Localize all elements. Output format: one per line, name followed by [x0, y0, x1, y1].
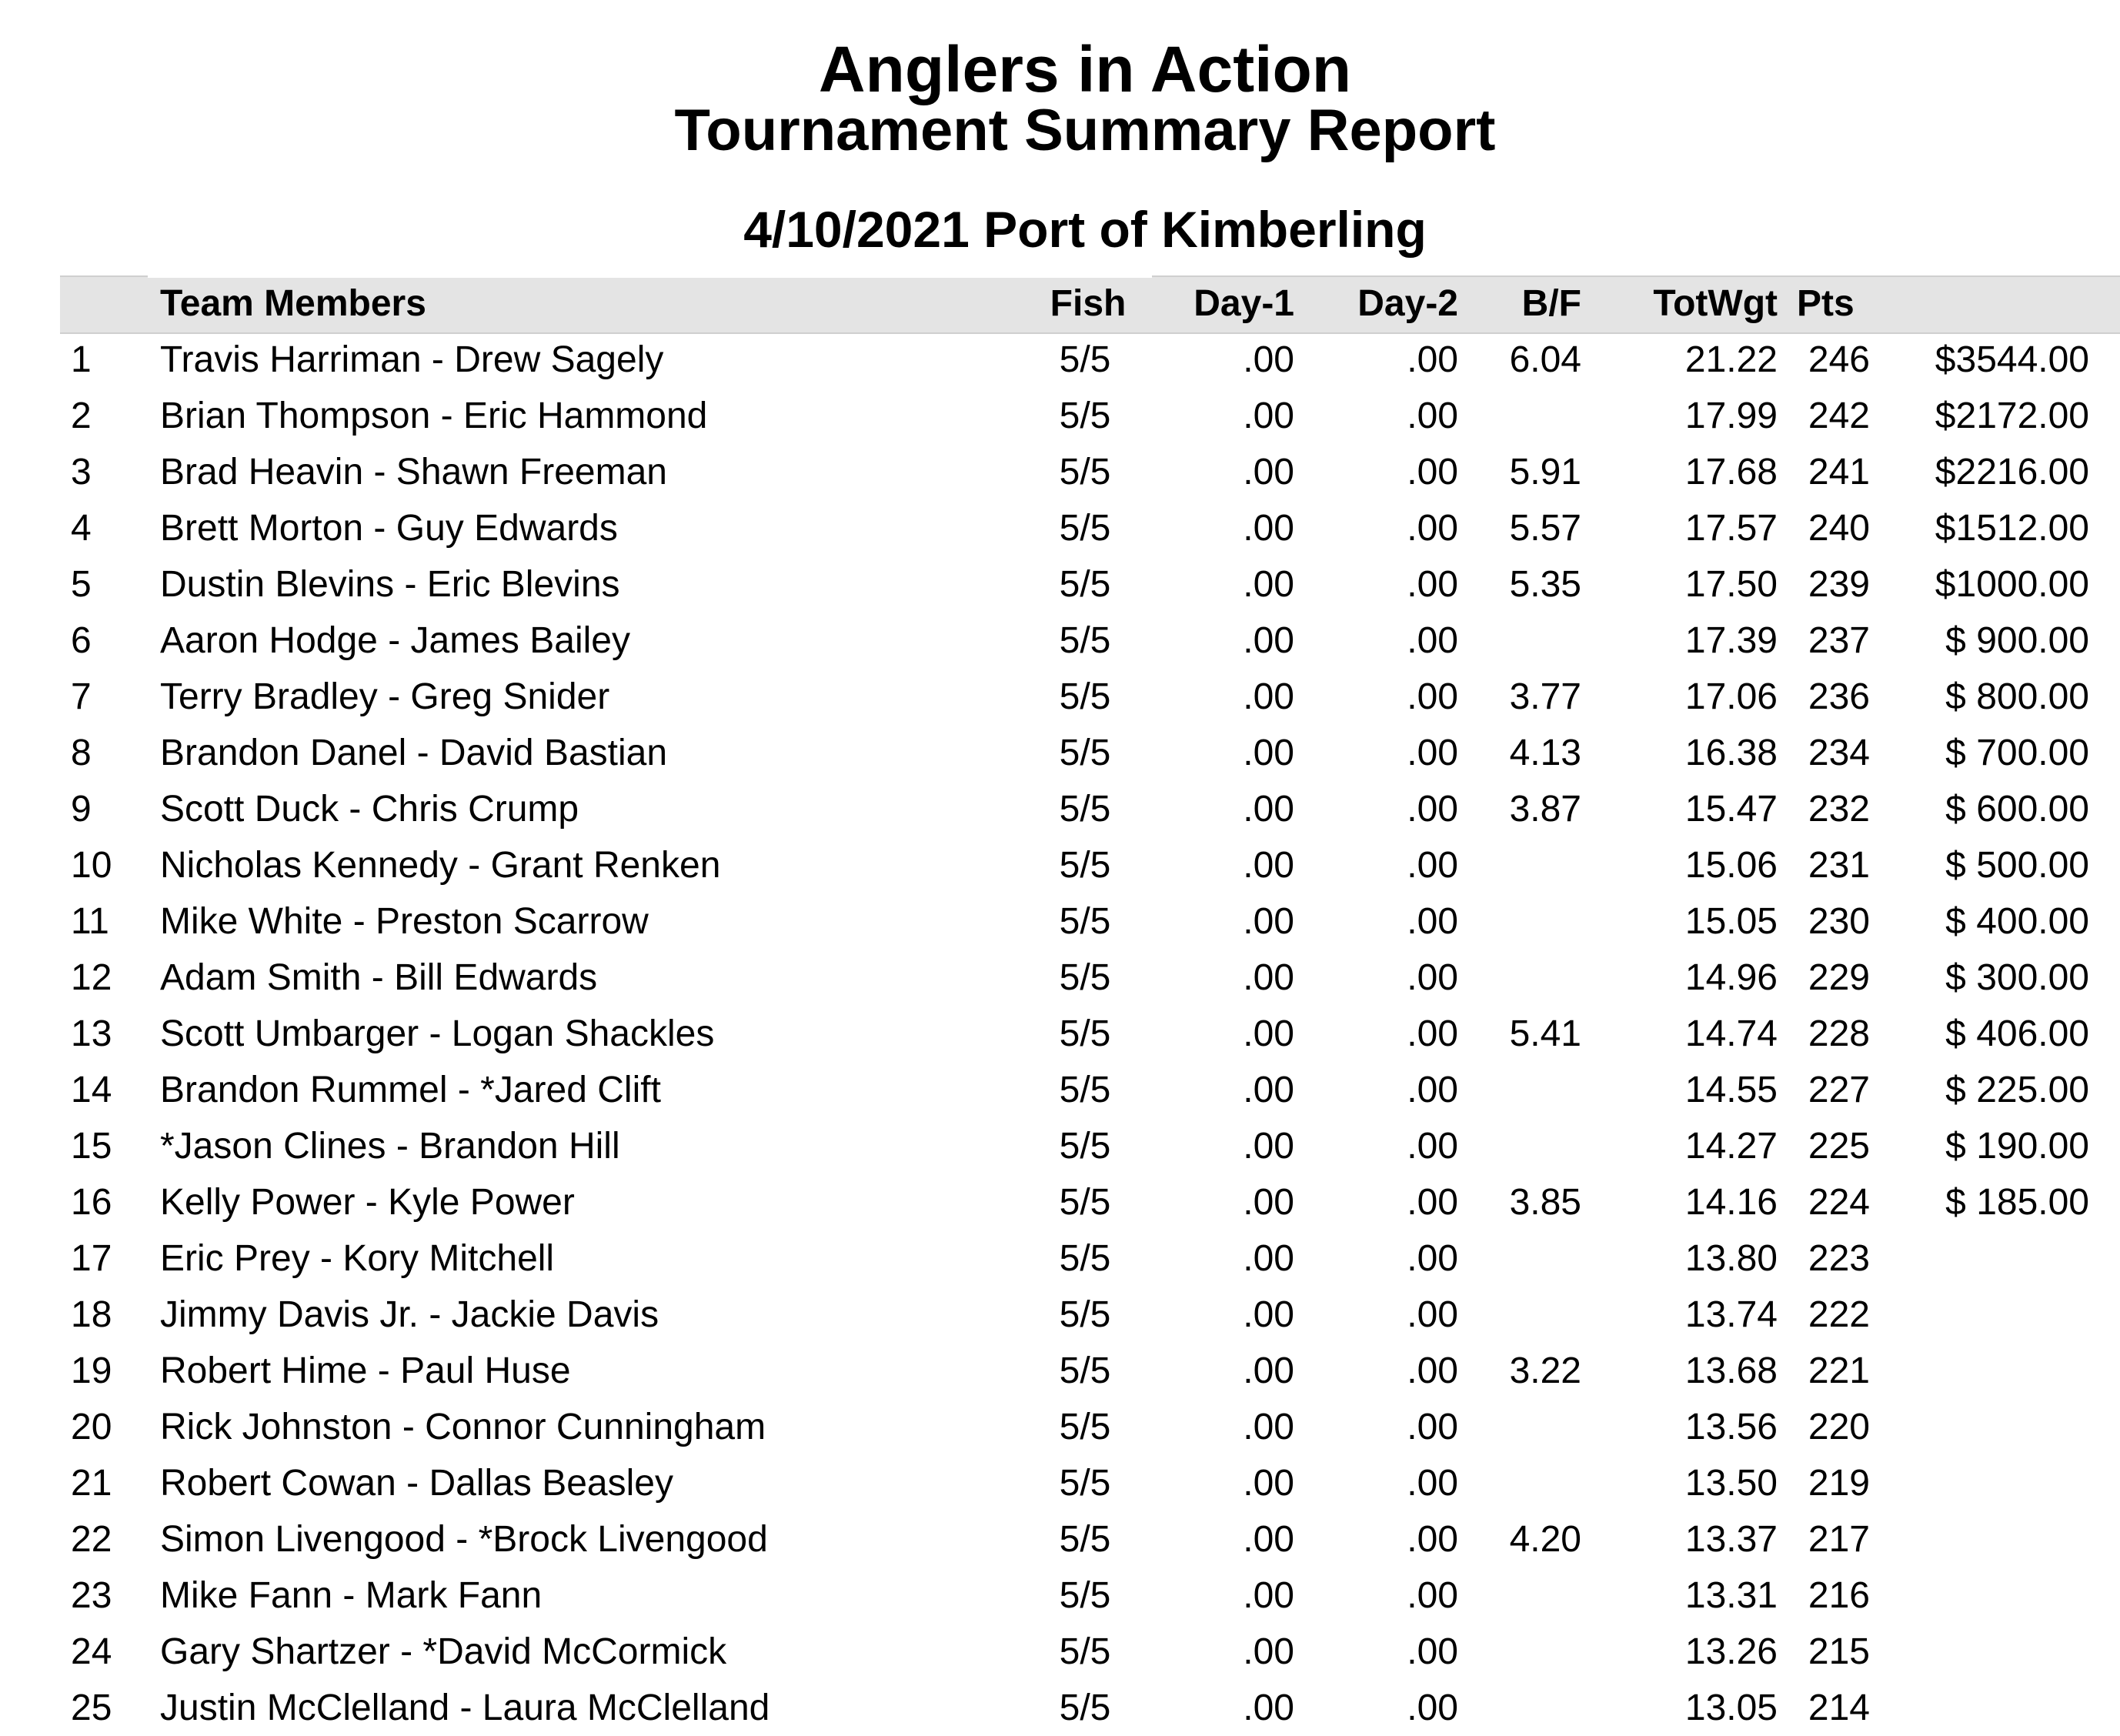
table-row: [0, 950, 2120, 1006]
column-header-day1: Day-1: [1194, 283, 1294, 324]
fish-cell: 5/5: [1059, 396, 1111, 436]
team-members-cell: Dustin Blevins - Eric Blevins: [160, 564, 620, 605]
prize-cell: [1878, 1681, 2089, 1736]
total-weight-cell: 21.22: [1684, 339, 1778, 380]
day1-cell: .00: [1243, 1182, 1294, 1223]
position-cell: 23: [71, 1575, 112, 1616]
day1-cell: .00: [1243, 733, 1294, 773]
points-cell: 229: [1808, 957, 1870, 998]
team-members-cell: Scott Duck - Chris Crump: [160, 789, 579, 830]
total-weight-cell: 17.39: [1684, 620, 1778, 661]
prize-cell: $2172.00: [1935, 396, 2089, 436]
table-row: [0, 445, 2120, 500]
team-members-cell: Brian Thompson - Eric Hammond: [160, 396, 708, 436]
table-row: [0, 1624, 2120, 1680]
prize-cell: [1878, 1400, 2089, 1455]
column-header-day2: Day-2: [1357, 283, 1458, 324]
big-fish-cell: [1462, 1287, 1581, 1343]
fish-cell: 5/5: [1059, 1013, 1111, 1054]
table-row: [0, 1568, 2120, 1624]
day2-cell: .00: [1407, 1126, 1458, 1167]
position-cell: 5: [71, 564, 92, 605]
big-fish-cell: 4.20: [1509, 1519, 1581, 1560]
table-row: [0, 894, 2120, 950]
prize-cell: $1512.00: [1935, 508, 2089, 549]
day2-cell: .00: [1407, 1238, 1458, 1279]
big-fish-cell: [1462, 613, 1581, 669]
report-subtitle: Tournament Summary Report: [674, 98, 1496, 163]
total-weight-cell: 15.06: [1684, 845, 1778, 886]
day2-cell: .00: [1407, 1688, 1458, 1728]
prize-cell: [1878, 1344, 2089, 1399]
day2-cell: .00: [1407, 1519, 1458, 1560]
prize-cell: $ 300.00: [1945, 957, 2089, 998]
day1-cell: .00: [1243, 564, 1294, 605]
team-members-cell: Mike Fann - Mark Fann: [160, 1575, 543, 1616]
points-cell: 246: [1808, 339, 1870, 380]
big-fish-cell: 5.41: [1509, 1013, 1581, 1054]
day1-cell: .00: [1243, 396, 1294, 436]
team-members-cell: Scott Umbarger - Logan Shackles: [160, 1013, 715, 1054]
fish-cell: 5/5: [1059, 1182, 1111, 1223]
prize-cell: $1000.00: [1935, 564, 2089, 605]
position-cell: 25: [71, 1688, 112, 1728]
day2-cell: .00: [1407, 564, 1458, 605]
table-row: [0, 1231, 2120, 1287]
fish-cell: 5/5: [1059, 1519, 1111, 1560]
total-weight-cell: 13.80: [1684, 1238, 1778, 1279]
total-weight-cell: 13.56: [1684, 1407, 1778, 1447]
day2-cell: .00: [1407, 789, 1458, 830]
prize-cell: [1878, 1231, 2089, 1287]
big-fish-cell: [1462, 1624, 1581, 1680]
day1-cell: .00: [1243, 1013, 1294, 1054]
total-weight-cell: 13.68: [1684, 1350, 1778, 1391]
total-weight-cell: 14.27: [1684, 1126, 1778, 1167]
points-cell: 216: [1808, 1575, 1870, 1616]
day2-cell: .00: [1407, 1407, 1458, 1447]
fish-cell: 5/5: [1059, 957, 1111, 998]
fish-cell: 5/5: [1059, 1463, 1111, 1504]
fish-cell: 5/5: [1059, 452, 1111, 492]
prize-cell: $ 500.00: [1945, 845, 2089, 886]
total-weight-cell: 13.05: [1684, 1688, 1778, 1728]
fish-cell: 5/5: [1059, 1575, 1111, 1616]
points-cell: 224: [1808, 1182, 1870, 1223]
points-cell: 225: [1808, 1126, 1870, 1167]
position-cell: 8: [71, 733, 92, 773]
day1-cell: .00: [1243, 1070, 1294, 1110]
day1-cell: .00: [1243, 789, 1294, 830]
big-fish-cell: [1462, 1456, 1581, 1511]
position-cell: 20: [71, 1407, 112, 1447]
fish-cell: 5/5: [1059, 339, 1111, 380]
fish-cell: 5/5: [1059, 1070, 1111, 1110]
prize-cell: $ 185.00: [1945, 1182, 2089, 1223]
big-fish-cell: 4.13: [1509, 733, 1581, 773]
day1-cell: .00: [1243, 508, 1294, 549]
fish-cell: 5/5: [1059, 789, 1111, 830]
big-fish-cell: 6.04: [1509, 339, 1581, 380]
prize-cell: $3544.00: [1935, 339, 2089, 380]
big-fish-cell: [1462, 838, 1581, 893]
prize-cell: $ 406.00: [1945, 1013, 2089, 1054]
team-members-cell: Kelly Power - Kyle Power: [160, 1182, 575, 1223]
position-cell: 22: [71, 1519, 112, 1560]
fish-cell: 5/5: [1059, 733, 1111, 773]
points-cell: 230: [1808, 901, 1870, 942]
day1-cell: .00: [1243, 957, 1294, 998]
table-row: [0, 1456, 2120, 1511]
fish-cell: 5/5: [1059, 1238, 1111, 1279]
points-cell: 231: [1808, 845, 1870, 886]
total-weight-cell: 17.06: [1684, 676, 1778, 717]
day2-cell: .00: [1407, 1575, 1458, 1616]
team-members-cell: Justin McClelland - Laura McClelland: [160, 1688, 770, 1728]
prize-cell: [1878, 1287, 2089, 1343]
team-members-cell: Aaron Hodge - James Bailey: [160, 620, 630, 661]
team-members-cell: Gary Shartzer - *David McCormick: [160, 1631, 727, 1672]
report-title: Anglers in Action: [818, 33, 1352, 105]
total-weight-cell: 14.16: [1684, 1182, 1778, 1223]
total-weight-cell: 14.96: [1684, 957, 1778, 998]
team-members-cell: Terry Bradley - Greg Snider: [160, 676, 610, 717]
day2-cell: .00: [1407, 676, 1458, 717]
event-title: 4/10/2021 Port of Kimberling: [743, 201, 1427, 258]
total-weight-cell: 15.47: [1684, 789, 1778, 830]
total-weight-cell: 17.68: [1684, 452, 1778, 492]
team-members-cell: *Jason Clines - Brandon Hill: [160, 1126, 620, 1167]
team-members-cell: Jimmy Davis Jr. - Jackie Davis: [160, 1294, 659, 1335]
position-cell: 3: [71, 452, 92, 492]
position-cell: 17: [71, 1238, 112, 1279]
points-cell: 220: [1808, 1407, 1870, 1447]
table-row: [0, 1007, 2120, 1062]
table-row: [0, 1400, 2120, 1455]
big-fish-cell: [1462, 950, 1581, 1006]
points-cell: 223: [1808, 1238, 1870, 1279]
position-cell: 16: [71, 1182, 112, 1223]
fish-cell: 5/5: [1059, 1631, 1111, 1672]
position-cell: 18: [71, 1294, 112, 1335]
day1-cell: .00: [1243, 1688, 1294, 1728]
day2-cell: .00: [1407, 901, 1458, 942]
position-cell: 24: [71, 1631, 112, 1672]
day2-cell: .00: [1407, 1070, 1458, 1110]
day1-cell: .00: [1243, 1631, 1294, 1672]
day1-cell: .00: [1243, 1294, 1294, 1335]
total-weight-cell: 17.57: [1684, 508, 1778, 549]
total-weight-cell: 16.38: [1684, 733, 1778, 773]
table-row: [0, 613, 2120, 669]
position-cell: 21: [71, 1463, 112, 1504]
big-fish-cell: [1462, 1119, 1581, 1174]
position-cell: 13: [71, 1013, 112, 1054]
fish-cell: 5/5: [1059, 901, 1111, 942]
total-weight-cell: 15.05: [1684, 901, 1778, 942]
points-cell: 234: [1808, 733, 1870, 773]
team-members-cell: Brett Morton - Guy Edwards: [160, 508, 618, 549]
day2-cell: .00: [1407, 845, 1458, 886]
position-cell: 1: [71, 339, 92, 380]
day1-cell: .00: [1243, 339, 1294, 380]
team-members-cell: Travis Harriman - Drew Sagely: [160, 339, 664, 380]
points-cell: 237: [1808, 620, 1870, 661]
prize-cell: $ 600.00: [1945, 789, 2089, 830]
day1-cell: .00: [1243, 1463, 1294, 1504]
big-fish-cell: [1462, 1681, 1581, 1736]
team-members-cell: Nicholas Kennedy - Grant Renken: [160, 845, 721, 886]
table-row: [0, 1175, 2120, 1230]
table-row: [0, 389, 2120, 444]
fish-cell: 5/5: [1059, 1294, 1111, 1335]
team-members-cell: Brad Heavin - Shawn Freeman: [160, 452, 667, 492]
position-cell: 6: [71, 620, 92, 661]
total-weight-cell: 13.37: [1684, 1519, 1778, 1560]
points-cell: 217: [1808, 1519, 1870, 1560]
position-cell: 14: [71, 1070, 112, 1110]
day2-cell: .00: [1407, 1182, 1458, 1223]
table-row: [0, 1063, 2120, 1118]
total-weight-cell: 13.50: [1684, 1463, 1778, 1504]
table-row: [0, 1344, 2120, 1399]
total-weight-cell: 14.55: [1684, 1070, 1778, 1110]
position-cell: 4: [71, 508, 92, 549]
big-fish-cell: 5.35: [1509, 564, 1581, 605]
fish-cell: 5/5: [1059, 620, 1111, 661]
team-members-cell: Robert Hime - Paul Huse: [160, 1350, 571, 1391]
total-weight-cell: 14.74: [1684, 1013, 1778, 1054]
day1-cell: .00: [1243, 845, 1294, 886]
team-members-cell: Brandon Danel - David Bastian: [160, 733, 668, 773]
points-cell: 214: [1808, 1688, 1870, 1728]
big-fish-cell: [1462, 1568, 1581, 1624]
big-fish-cell: 3.22: [1509, 1350, 1581, 1391]
position-cell: 2: [71, 396, 92, 436]
team-members-cell: Adam Smith - Bill Edwards: [160, 957, 598, 998]
points-cell: 239: [1808, 564, 1870, 605]
big-fish-cell: 3.87: [1509, 789, 1581, 830]
points-cell: 228: [1808, 1013, 1870, 1054]
column-header-pts: Pts: [1797, 283, 1855, 324]
big-fish-cell: [1462, 894, 1581, 950]
team-members-cell: Mike White - Preston Scarrow: [160, 901, 649, 942]
total-weight-cell: 13.31: [1684, 1575, 1778, 1616]
points-cell: 227: [1808, 1070, 1870, 1110]
position-cell: 10: [71, 845, 112, 886]
day1-cell: .00: [1243, 676, 1294, 717]
points-cell: 222: [1808, 1294, 1870, 1335]
table-row: [0, 669, 2120, 725]
day2-cell: .00: [1407, 396, 1458, 436]
day1-cell: .00: [1243, 620, 1294, 661]
points-cell: 236: [1808, 676, 1870, 717]
column-header-fish: Fish: [1050, 283, 1127, 324]
prize-cell: [1878, 1624, 2089, 1680]
total-weight-cell: 13.74: [1684, 1294, 1778, 1335]
table-row: [0, 726, 2120, 781]
day2-cell: .00: [1407, 508, 1458, 549]
total-weight-cell: 17.99: [1684, 396, 1778, 436]
fish-cell: 5/5: [1059, 1350, 1111, 1391]
team-members-cell: Simon Livengood - *Brock Livengood: [160, 1519, 768, 1560]
position-cell: 12: [71, 957, 112, 998]
points-cell: 241: [1808, 452, 1870, 492]
table-row: [0, 1512, 2120, 1567]
table-row: [0, 557, 2120, 613]
points-cell: 221: [1808, 1350, 1870, 1391]
prize-cell: [1878, 1568, 2089, 1624]
day2-cell: .00: [1407, 1294, 1458, 1335]
day1-cell: .00: [1243, 1238, 1294, 1279]
day1-cell: .00: [1243, 1407, 1294, 1447]
prize-cell: $ 800.00: [1945, 676, 2089, 717]
fish-cell: 5/5: [1059, 845, 1111, 886]
day1-cell: .00: [1243, 901, 1294, 942]
day1-cell: .00: [1243, 452, 1294, 492]
day2-cell: .00: [1407, 733, 1458, 773]
big-fish-cell: 3.77: [1509, 676, 1581, 717]
team-members-cell: Robert Cowan - Dallas Beasley: [160, 1463, 673, 1504]
day2-cell: .00: [1407, 1463, 1458, 1504]
column-header-totwgt: TotWgt: [1653, 283, 1778, 324]
table-row: [0, 332, 2120, 388]
day1-cell: .00: [1243, 1126, 1294, 1167]
day1-cell: .00: [1243, 1350, 1294, 1391]
big-fish-cell: [1462, 1063, 1581, 1118]
column-header-team: Team Members: [160, 283, 426, 324]
table-row: [0, 1681, 2120, 1736]
big-fish-cell: 5.91: [1509, 452, 1581, 492]
fish-cell: 5/5: [1059, 1126, 1111, 1167]
team-members-cell: Brandon Rummel - *Jared Clift: [160, 1070, 661, 1110]
table-row: [0, 1287, 2120, 1343]
prize-cell: $ 190.00: [1945, 1126, 2089, 1167]
big-fish-cell: [1462, 1231, 1581, 1287]
total-weight-cell: 13.26: [1684, 1631, 1778, 1672]
table-row: [0, 782, 2120, 837]
prize-cell: $ 225.00: [1945, 1070, 2089, 1110]
points-cell: 215: [1808, 1631, 1870, 1672]
fish-cell: 5/5: [1059, 508, 1111, 549]
day2-cell: .00: [1407, 339, 1458, 380]
prize-cell: $2216.00: [1935, 452, 2089, 492]
fish-cell: 5/5: [1059, 676, 1111, 717]
position-cell: 9: [71, 789, 92, 830]
table-row: [0, 838, 2120, 893]
total-weight-cell: 17.50: [1684, 564, 1778, 605]
prize-cell: $ 900.00: [1945, 620, 2089, 661]
points-cell: 242: [1808, 396, 1870, 436]
day2-cell: .00: [1407, 957, 1458, 998]
position-cell: 7: [71, 676, 92, 717]
column-header-bf: B/F: [1521, 283, 1581, 324]
day1-cell: .00: [1243, 1519, 1294, 1560]
big-fish-cell: 5.57: [1509, 508, 1581, 549]
fish-cell: 5/5: [1059, 1407, 1111, 1447]
position-cell: 19: [71, 1350, 112, 1391]
big-fish-cell: [1462, 389, 1581, 444]
big-fish-cell: [1462, 1400, 1581, 1455]
day2-cell: .00: [1407, 452, 1458, 492]
points-cell: 232: [1808, 789, 1870, 830]
points-cell: 240: [1808, 508, 1870, 549]
fish-cell: 5/5: [1059, 1688, 1111, 1728]
table-row: [0, 1119, 2120, 1174]
day2-cell: .00: [1407, 1013, 1458, 1054]
day1-cell: .00: [1243, 1575, 1294, 1616]
points-cell: 219: [1808, 1463, 1870, 1504]
day2-cell: .00: [1407, 1350, 1458, 1391]
table-row: [0, 501, 2120, 556]
position-cell: 11: [71, 901, 109, 942]
prize-cell: $ 400.00: [1945, 901, 2089, 942]
day2-cell: .00: [1407, 1631, 1458, 1672]
prize-cell: [1878, 1456, 2089, 1511]
position-cell: 15: [71, 1126, 112, 1167]
big-fish-cell: 3.85: [1509, 1182, 1581, 1223]
fish-cell: 5/5: [1059, 564, 1111, 605]
team-members-cell: Eric Prey - Kory Mitchell: [160, 1238, 555, 1279]
prize-cell: $ 700.00: [1945, 733, 2089, 773]
day2-cell: .00: [1407, 620, 1458, 661]
team-members-cell: Rick Johnston - Connor Cunningham: [160, 1407, 766, 1447]
prize-cell: [1878, 1512, 2089, 1567]
